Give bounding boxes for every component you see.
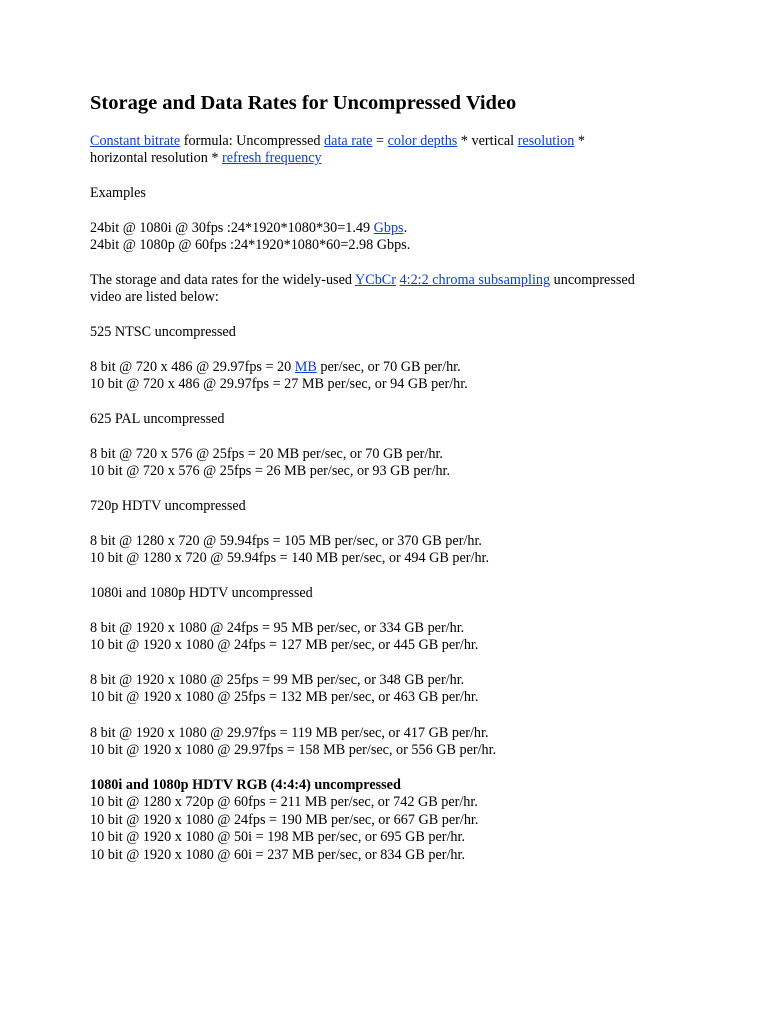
ntsc-line-2: 10 bit @ 720 x 486 @ 29.97fps = 27 MB per/sec, or 94 GB per/hr. [90, 376, 468, 393]
intro-line-1: The storage and data rates for the widely-used YCbCr 4:2:2 chroma subsampling uncompressed [90, 272, 635, 288]
examples-block [90, 220, 690, 255]
chroma-subsampling-link[interactable]: 4:2:2 chroma subsampling [399, 272, 551, 288]
hd1080-line: 8 bit @ 1920 x 1080 @ 25fps = 99 MB per/sec, or 348 GB per/hr. [90, 672, 465, 688]
formula-line-2 [90, 150, 690, 167]
resolution-link[interactable]: resolution [517, 133, 575, 149]
rgb-heading: 1080i and 1080p HDTV RGB (4:4:4) uncompressed [90, 777, 401, 793]
ntsc-heading: 525 NTSC uncompressed [90, 324, 236, 340]
hd1080-heading: 1080i and 1080p HDTV uncompressed [90, 585, 313, 601]
rgb-block [90, 777, 690, 864]
ntsc-block [90, 359, 690, 394]
hd720-heading: 720p HDTV uncompressed [90, 498, 246, 514]
gbps-link[interactable]: Gbps [373, 220, 404, 236]
example-line-2: 24bit @ 1080p @ 60fps :24*1920*1080*60=2.98 Gbps. [90, 237, 411, 254]
ycbcr-link[interactable]: YCbCr [355, 272, 396, 288]
hd720-line: 10 bit @ 1280 x 720 @ 59.94fps = 140 MB per/sec, or 494 GB per/hr. [90, 550, 490, 567]
examples-heading: Examples [90, 185, 146, 201]
constant-bitrate-link[interactable]: Constant bitrate [90, 133, 181, 149]
hd1080-group-2997fps [90, 725, 690, 760]
mb-link[interactable]: MB [294, 359, 317, 375]
hd720-block [90, 533, 690, 568]
rgb-line: 10 bit @ 1920 x 1080 @ 24fps = 190 MB per/sec, or 667 GB per/hr. [90, 811, 479, 828]
hd1080-line: 10 bit @ 1920 x 1080 @ 25fps = 132 MB per/sec, or 463 GB per/hr. [90, 689, 479, 706]
pal-line: 10 bit @ 720 x 576 @ 25fps = 26 MB per/sec, or 93 GB per/hr. [90, 463, 451, 480]
pal-block [90, 446, 690, 481]
formula-text-1: formula: Uncompressed [180, 133, 325, 149]
hd1080-line: 10 bit @ 1920 x 1080 @ 29.97fps = 158 MB per/sec, or 556 GB per/hr. [90, 742, 497, 759]
rgb-line: 10 bit @ 1280 x 720p @ 60fps = 211 MB per/sec, or 742 GB per/hr. [90, 794, 478, 811]
hd1080-line: 8 bit @ 1920 x 1080 @ 29.97fps = 119 MB per/sec, or 417 GB per/hr. [90, 725, 489, 741]
hd720-line: 8 bit @ 1280 x 720 @ 59.94fps = 105 MB per/sec, or 370 GB per/hr. [90, 533, 482, 549]
intro-paragraph [90, 272, 690, 307]
formula-text-2: = [372, 133, 388, 149]
formula-paragraph [90, 133, 690, 168]
rgb-line: 10 bit @ 1920 x 1080 @ 50i = 198 MB per/sec, or 695 GB per/hr. [90, 829, 465, 846]
formula-text-3: * vertical [457, 133, 518, 149]
page-title: Storage and Data Rates for Uncompressed Video [90, 92, 517, 114]
hd1080-group-25fps [90, 672, 690, 707]
hd1080-group-24fps [90, 620, 690, 655]
intro-line-2: video are listed below: [90, 289, 219, 306]
hd1080-line: 8 bit @ 1920 x 1080 @ 24fps = 95 MB per/sec, or 334 GB per/hr. [90, 620, 465, 636]
ntsc-line-1: 8 bit @ 720 x 486 @ 29.97fps = 20 MB per/sec, or 70 GB per/hr. [90, 359, 461, 375]
color-depths-link[interactable]: color depths [387, 133, 458, 149]
hd1080-line: 10 bit @ 1920 x 1080 @ 24fps = 127 MB per/sec, or 445 GB per/hr. [90, 637, 479, 654]
formula-text-4: * [574, 133, 586, 149]
rgb-line: 10 bit @ 1920 x 1080 @ 60i = 237 MB per/sec, or 834 GB per/hr. [90, 846, 465, 863]
pal-heading: 625 PAL uncompressed [90, 411, 225, 427]
refresh-frequency-link[interactable]: refresh frequency [222, 150, 322, 167]
pal-line: 8 bit @ 720 x 576 @ 25fps = 20 MB per/sec, or 70 GB per/hr. [90, 446, 443, 462]
formula-line-1 [90, 133, 690, 150]
data-rate-link[interactable]: data rate [324, 133, 373, 149]
formula-line-2-text: horizontal resolution * [90, 150, 222, 167]
example-line-1: 24bit @ 1080i @ 30fps :24*1920*1080*30=1.49 Gbps. [90, 220, 408, 236]
